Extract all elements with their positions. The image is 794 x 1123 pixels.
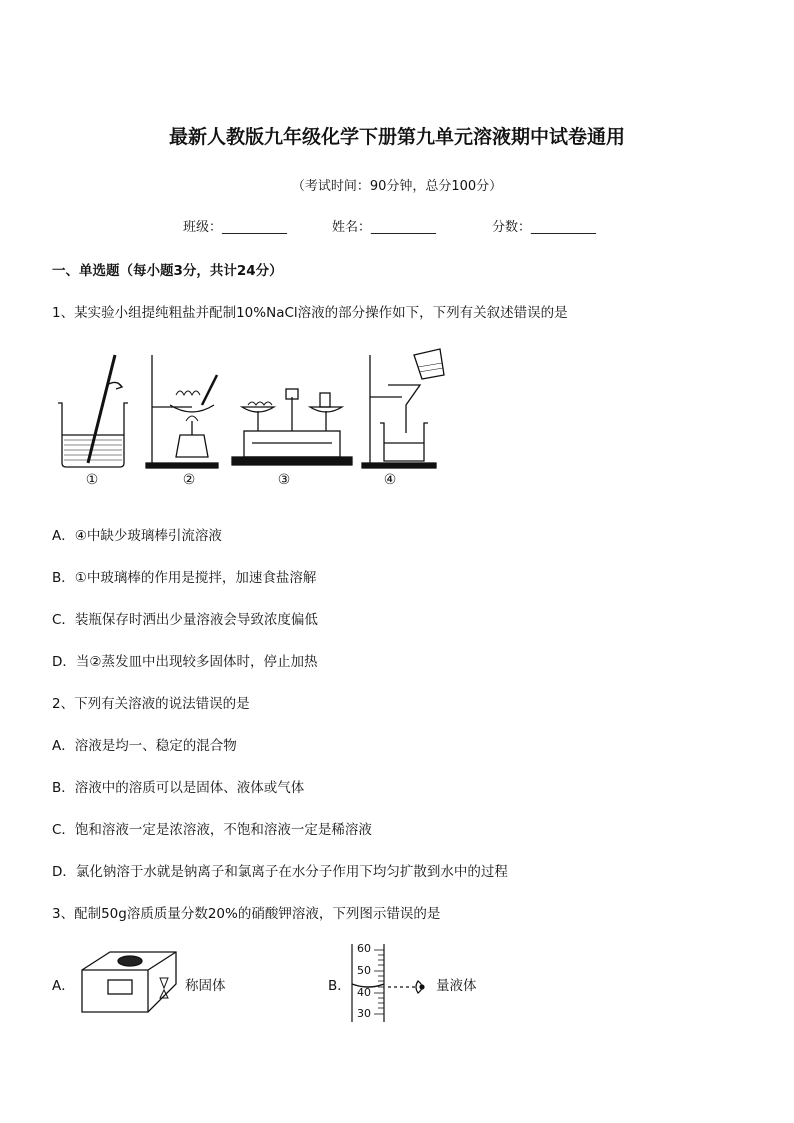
question-3-stem: 3、配制50g溶质质量分数20%的硝酸钾溶液，下列图示错误的是 <box>52 906 441 922</box>
figure-label-4: ④ <box>383 472 397 488</box>
question-2-stem: 2、下列有关溶液的说法错误的是 <box>52 696 250 712</box>
cylinder-tick-60: 60 <box>357 942 371 955</box>
q1-option-a: A．④中缺少玻璃棒引流溶液 <box>52 528 222 544</box>
q3-option-b-letter: B． <box>328 978 351 994</box>
q1-apparatus-figure <box>52 345 492 485</box>
page-title: 最新人教版九年级化学下册第九单元溶液期中试卷通用 <box>168 126 625 148</box>
section-heading: 一、单选题（每小题3分，共计24分） <box>52 263 283 279</box>
beaker-stirring-icon <box>58 355 128 467</box>
exam-subtitle: （考试时间：90分钟，总分100分） <box>291 179 503 194</box>
q3-option-a-letter: A． <box>52 978 75 994</box>
q2-option-d: D．氯化钠溶于水就是钠离子和氯离子在水分子作用下均匀扩散到水中的过程 <box>52 864 508 880</box>
q3-option-b-caption: 量液体 <box>436 978 477 994</box>
electronic-balance-icon <box>78 948 182 1020</box>
q1-option-d: D．当②蒸发皿中出现较多固体时，停止加热 <box>52 654 318 670</box>
q2-option-b: B．溶液中的溶质可以是固体、液体或气体 <box>52 780 305 796</box>
question-1-stem: 1、某实验小组提纯粗盐并配制10%NaCl溶液的部分操作如下，下列有关叙述错误的是 <box>52 305 568 321</box>
class-field: 班级：__________ <box>183 220 288 235</box>
cylinder-tick-40: 40 <box>357 986 371 999</box>
figure-label-3: ③ <box>277 472 291 488</box>
cylinder-tick-50: 50 <box>357 964 371 977</box>
cylinder-tick-30: 30 <box>357 1007 371 1020</box>
q2-option-a: A．溶液是均一、稳定的混合物 <box>52 738 237 754</box>
q3-option-a-caption: 称固体 <box>185 978 226 994</box>
figure-label-1: ① <box>85 472 99 488</box>
q2-option-c: C．饱和溶液一定是浓溶液，不饱和溶液一定是稀溶液 <box>52 822 372 838</box>
balance-icon <box>232 389 352 465</box>
name-field: 姓名：__________ <box>332 220 437 235</box>
filtration-setup-icon <box>362 349 444 468</box>
score-field: 分数：__________ <box>492 220 597 235</box>
q1-option-c: C．装瓶保存时洒出少量溶液会导致浓度偏低 <box>52 612 318 628</box>
q1-option-b: B．①中玻璃棒的作用是搅拌，加速食盐溶解 <box>52 570 317 586</box>
evaporation-setup-icon <box>146 355 218 468</box>
figure-label-2: ② <box>182 472 196 488</box>
